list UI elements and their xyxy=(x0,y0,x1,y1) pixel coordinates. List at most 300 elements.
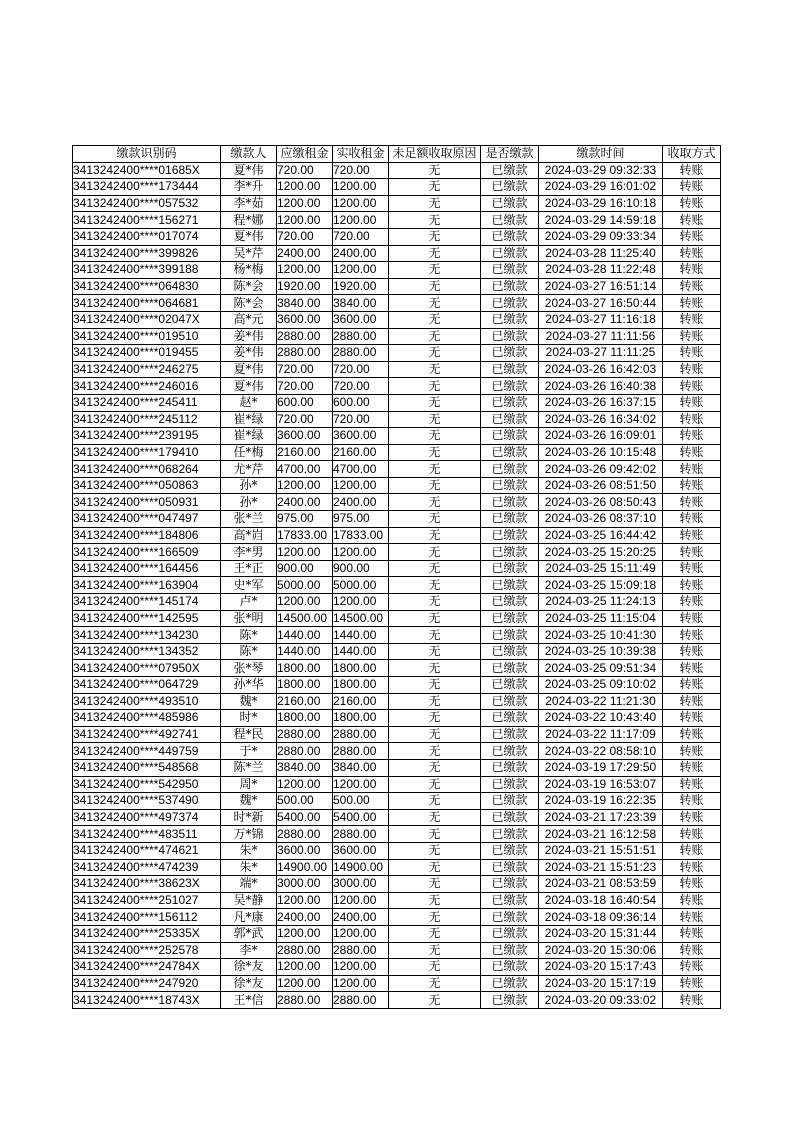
paid-status-cell: 已缴款 xyxy=(481,295,539,312)
payment-method-cell: 转账 xyxy=(663,660,721,677)
rent-due-cell: 720.00 xyxy=(277,228,333,245)
shortfall-reason-cell: 无 xyxy=(389,444,481,461)
table-body xyxy=(73,162,721,1008)
rent-received-cell: 2880.00 xyxy=(333,726,389,743)
payment-code-cell: 3413242400****07950X xyxy=(73,660,221,677)
payer-cell: 万*锦 xyxy=(221,826,277,843)
rent-received-cell: 5400.00 xyxy=(333,809,389,826)
payment-time-cell: 2024-03-25 16:44:42 xyxy=(539,527,663,544)
rent-received-cell: 1920.00 xyxy=(333,278,389,295)
payer-cell: 崔*绿 xyxy=(221,428,277,445)
rent-received-cell: 2400.00 xyxy=(333,245,389,262)
paid-status-cell: 已缴款 xyxy=(481,726,539,743)
rent-due-cell: 1200.00 xyxy=(277,212,333,229)
payment-method-cell: 转账 xyxy=(663,527,721,544)
paid-status-cell: 已缴款 xyxy=(481,278,539,295)
payment-method-cell: 转账 xyxy=(663,627,721,644)
payment-time-cell: 2024-03-26 16:42:03 xyxy=(539,361,663,378)
rent-due-cell: 500.00 xyxy=(277,793,333,810)
table-row xyxy=(73,876,721,893)
table-row xyxy=(73,660,721,677)
payment-time-cell: 2024-03-25 10:39:38 xyxy=(539,643,663,660)
payment-code-cell: 3413242400****38623X xyxy=(73,876,221,893)
rent-received-cell: 3840.00 xyxy=(333,759,389,776)
payment-time-cell: 2024-03-27 16:51:14 xyxy=(539,278,663,295)
rent-received-cell: 1800.00 xyxy=(333,710,389,727)
rent-received-cell: 1800.00 xyxy=(333,677,389,694)
rent-due-cell: 2880.00 xyxy=(277,345,333,362)
table-row xyxy=(73,959,721,976)
paid-status-cell: 已缴款 xyxy=(481,743,539,760)
rent-due-cell: 3600.00 xyxy=(277,428,333,445)
shortfall-reason-cell: 无 xyxy=(389,610,481,627)
payment-time-cell: 2024-03-29 09:32:33 xyxy=(539,162,663,179)
paid-status-cell: 已缴款 xyxy=(481,793,539,810)
payer-cell: 郭*武 xyxy=(221,925,277,942)
payment-code-cell: 3413242400****493510 xyxy=(73,693,221,710)
rent-received-cell: 1200.00 xyxy=(333,594,389,611)
paid-status-cell: 已缴款 xyxy=(481,162,539,179)
rent-due-cell: 900.00 xyxy=(277,560,333,577)
payer-cell: 陈*会 xyxy=(221,278,277,295)
rent-received-cell: 720.00 xyxy=(333,162,389,179)
payment-code-cell: 3413242400****246016 xyxy=(73,378,221,395)
payment-code-cell: 3413242400****474621 xyxy=(73,842,221,859)
table-row xyxy=(73,560,721,577)
shortfall-reason-cell: 无 xyxy=(389,909,481,926)
payment-code-cell: 3413242400****01685X xyxy=(73,162,221,179)
table-row xyxy=(73,942,721,959)
payment-code-cell: 3413242400****050863 xyxy=(73,477,221,494)
payment-code-cell: 3413242400****02047X xyxy=(73,311,221,328)
payment-time-cell: 2024-03-20 09:33:02 xyxy=(539,992,663,1009)
table-row xyxy=(73,842,721,859)
payer-cell: 吴*芹 xyxy=(221,245,277,262)
payment-time-cell: 2024-03-18 16:40:54 xyxy=(539,892,663,909)
table-row xyxy=(73,461,721,478)
payment-time-cell: 2024-03-25 15:11:49 xyxy=(539,560,663,577)
table-row xyxy=(73,444,721,461)
rent-due-cell: 1200.00 xyxy=(277,892,333,909)
payer-cell: 朱* xyxy=(221,842,277,859)
payer-cell: 陈* xyxy=(221,643,277,660)
paid-status-cell: 已缴款 xyxy=(481,809,539,826)
table-row xyxy=(73,925,721,942)
payment-method-cell: 转账 xyxy=(663,411,721,428)
payment-code-cell: 3413242400****068264 xyxy=(73,461,221,478)
rent-due-cell: 2880.00 xyxy=(277,726,333,743)
rent-received-cell: 1440.00 xyxy=(333,643,389,660)
table-row xyxy=(73,610,721,627)
paid-status-cell: 已缴款 xyxy=(481,345,539,362)
paid-status-cell: 已缴款 xyxy=(481,328,539,345)
payment-time-cell: 2024-03-22 11:21:30 xyxy=(539,693,663,710)
payment-code-cell: 3413242400****047497 xyxy=(73,511,221,528)
rent-due-cell: 3600.00 xyxy=(277,842,333,859)
payer-cell: 任*梅 xyxy=(221,444,277,461)
paid-status-cell: 已缴款 xyxy=(481,195,539,212)
payment-method-cell: 转账 xyxy=(663,328,721,345)
rent-due-cell: 3000.00 xyxy=(277,876,333,893)
payment-method-cell: 转账 xyxy=(663,759,721,776)
shortfall-reason-cell: 无 xyxy=(389,959,481,976)
payment-method-cell: 转账 xyxy=(663,859,721,876)
paid-status-cell: 已缴款 xyxy=(481,428,539,445)
table-row xyxy=(73,710,721,727)
rent-due-cell: 1200.00 xyxy=(277,975,333,992)
payment-code-cell: 3413242400****166509 xyxy=(73,544,221,561)
table-row xyxy=(73,511,721,528)
table-row xyxy=(73,909,721,926)
rent-due-cell: 1200.00 xyxy=(277,776,333,793)
shortfall-reason-cell: 无 xyxy=(389,560,481,577)
payment-code-cell: 3413242400****142595 xyxy=(73,610,221,627)
rent-received-cell: 4700.00 xyxy=(333,461,389,478)
rent-due-cell: 1200.00 xyxy=(277,477,333,494)
payment-time-cell: 2024-03-26 16:40:38 xyxy=(539,378,663,395)
payment-time-cell: 2024-03-26 08:37:10 xyxy=(539,511,663,528)
rent-received-cell: 3840.00 xyxy=(333,295,389,312)
paid-status-cell: 已缴款 xyxy=(481,693,539,710)
table-row xyxy=(73,411,721,428)
payment-method-cell: 转账 xyxy=(663,212,721,229)
payment-code-cell: 3413242400****050931 xyxy=(73,494,221,511)
table-row xyxy=(73,643,721,660)
payment-method-cell: 转账 xyxy=(663,477,721,494)
paid-status-cell: 已缴款 xyxy=(481,511,539,528)
payer-cell: 陈*会 xyxy=(221,295,277,312)
rent-due-cell: 1200.00 xyxy=(277,594,333,611)
payment-code-cell: 3413242400****497374 xyxy=(73,809,221,826)
shortfall-reason-cell: 无 xyxy=(389,179,481,196)
payment-method-cell: 转账 xyxy=(663,295,721,312)
payment-method-cell: 转账 xyxy=(663,610,721,627)
payment-code-cell: 3413242400****474239 xyxy=(73,859,221,876)
payer-cell: 孙* xyxy=(221,477,277,494)
payer-cell: 程*民 xyxy=(221,726,277,743)
payment-time-cell: 2024-03-29 09:33:34 xyxy=(539,228,663,245)
paid-status-cell: 已缴款 xyxy=(481,477,539,494)
table-row xyxy=(73,245,721,262)
table-row xyxy=(73,345,721,362)
shortfall-reason-cell: 无 xyxy=(389,511,481,528)
table-row xyxy=(73,378,721,395)
table-row xyxy=(73,809,721,826)
payer-cell: 崔*绿 xyxy=(221,411,277,428)
paid-status-cell: 已缴款 xyxy=(481,959,539,976)
paid-status-cell: 已缴款 xyxy=(481,942,539,959)
table-row xyxy=(73,826,721,843)
paid-status-cell: 已缴款 xyxy=(481,909,539,926)
shortfall-reason-cell: 无 xyxy=(389,361,481,378)
payment-time-cell: 2024-03-26 08:51:50 xyxy=(539,477,663,494)
payment-method-cell: 转账 xyxy=(663,428,721,445)
payment-method-cell: 转账 xyxy=(663,577,721,594)
rent-payment-table xyxy=(72,145,721,1009)
table-row xyxy=(73,328,721,345)
table-row xyxy=(73,179,721,196)
paid-status-cell: 已缴款 xyxy=(481,859,539,876)
payment-time-cell: 2024-03-25 11:24:13 xyxy=(539,594,663,611)
rent-received-cell: 720.00 xyxy=(333,378,389,395)
payment-code-cell: 3413242400****399188 xyxy=(73,262,221,279)
rent-received-cell: 3000.00 xyxy=(333,876,389,893)
table-row xyxy=(73,527,721,544)
payer-cell: 时* xyxy=(221,710,277,727)
payment-time-cell: 2024-03-28 11:22:48 xyxy=(539,262,663,279)
paid-status-cell: 已缴款 xyxy=(481,527,539,544)
payer-cell: 卢* xyxy=(221,594,277,611)
payment-code-cell: 3413242400****537490 xyxy=(73,793,221,810)
payment-code-cell: 3413242400****25335X xyxy=(73,925,221,942)
payment-time-cell: 2024-03-26 09:42:02 xyxy=(539,461,663,478)
payment-code-cell: 3413242400****173444 xyxy=(73,179,221,196)
rent-due-cell: 4700.00 xyxy=(277,461,333,478)
shortfall-reason-cell: 无 xyxy=(389,594,481,611)
rent-received-cell: 2400.00 xyxy=(333,494,389,511)
shortfall-reason-cell: 无 xyxy=(389,378,481,395)
payment-code-cell: 3413242400****24784X xyxy=(73,959,221,976)
payer-cell: 李* xyxy=(221,942,277,959)
payment-code-cell: 3413242400****247920 xyxy=(73,975,221,992)
paid-status-cell: 已缴款 xyxy=(481,461,539,478)
rent-received-cell: 2880.00 xyxy=(333,743,389,760)
paid-status-cell: 已缴款 xyxy=(481,560,539,577)
shortfall-reason-cell: 无 xyxy=(389,759,481,776)
payment-time-cell: 2024-03-18 09:36:14 xyxy=(539,909,663,926)
payer-cell: 夏*伟 xyxy=(221,361,277,378)
payment-method-cell: 转账 xyxy=(663,560,721,577)
table-row xyxy=(73,278,721,295)
payment-time-cell: 2024-03-25 11:15:04 xyxy=(539,610,663,627)
rent-received-cell: 3600.00 xyxy=(333,842,389,859)
rent-received-cell: 1200.00 xyxy=(333,892,389,909)
payment-code-cell: 3413242400****156112 xyxy=(73,909,221,926)
rent-received-cell: 5000.00 xyxy=(333,577,389,594)
payment-time-cell: 2024-03-20 15:17:19 xyxy=(539,975,663,992)
rent-due-cell: 3840.00 xyxy=(277,295,333,312)
payment-code-cell: 3413242400****18743X xyxy=(73,992,221,1009)
rent-due-cell: 2880.00 xyxy=(277,826,333,843)
payment-method-cell: 转账 xyxy=(663,892,721,909)
shortfall-reason-cell: 无 xyxy=(389,776,481,793)
payment-time-cell: 2024-03-21 15:51:23 xyxy=(539,859,663,876)
rent-due-cell: 5400.00 xyxy=(277,809,333,826)
payment-method-cell: 转账 xyxy=(663,361,721,378)
rent-received-cell: 1200.00 xyxy=(333,544,389,561)
paid-status-cell: 已缴款 xyxy=(481,179,539,196)
header-payment-method: 收取方式 xyxy=(663,146,721,163)
rent-due-cell: 17833.00 xyxy=(277,527,333,544)
payment-method-cell: 转账 xyxy=(663,378,721,395)
payment-method-cell: 转账 xyxy=(663,925,721,942)
shortfall-reason-cell: 无 xyxy=(389,627,481,644)
rent-due-cell: 14900.00 xyxy=(277,859,333,876)
payment-method-cell: 转账 xyxy=(663,876,721,893)
rent-due-cell: 975.00 xyxy=(277,511,333,528)
shortfall-reason-cell: 无 xyxy=(389,411,481,428)
payer-cell: 吴*静 xyxy=(221,892,277,909)
shortfall-reason-cell: 无 xyxy=(389,726,481,743)
rent-received-cell: 2880.00 xyxy=(333,992,389,1009)
shortfall-reason-cell: 无 xyxy=(389,677,481,694)
rent-due-cell: 1200.00 xyxy=(277,544,333,561)
payment-method-cell: 转账 xyxy=(663,677,721,694)
rent-due-cell: 2880.00 xyxy=(277,328,333,345)
payment-code-cell: 3413242400****245411 xyxy=(73,394,221,411)
payer-cell: 陈* xyxy=(221,627,277,644)
payer-cell: 张*明 xyxy=(221,610,277,627)
payment-time-cell: 2024-03-21 08:53:59 xyxy=(539,876,663,893)
payer-cell: 孙* xyxy=(221,494,277,511)
payment-time-cell: 2024-03-29 14:59:18 xyxy=(539,212,663,229)
shortfall-reason-cell: 无 xyxy=(389,262,481,279)
rent-received-cell: 1800.00 xyxy=(333,660,389,677)
payment-code-cell: 3413242400****164456 xyxy=(73,560,221,577)
rent-due-cell: 720.00 xyxy=(277,162,333,179)
payer-cell: 孙*华 xyxy=(221,677,277,694)
paid-status-cell: 已缴款 xyxy=(481,494,539,511)
payment-code-cell: 3413242400****064681 xyxy=(73,295,221,312)
shortfall-reason-cell: 无 xyxy=(389,693,481,710)
paid-status-cell: 已缴款 xyxy=(481,992,539,1009)
payment-time-cell: 2024-03-26 16:09:01 xyxy=(539,428,663,445)
payment-method-cell: 转账 xyxy=(663,228,721,245)
shortfall-reason-cell: 无 xyxy=(389,311,481,328)
rent-received-cell: 2400.00 xyxy=(333,909,389,926)
paid-status-cell: 已缴款 xyxy=(481,643,539,660)
payer-cell: 徐*友 xyxy=(221,975,277,992)
paid-status-cell: 已缴款 xyxy=(481,776,539,793)
payer-cell: 姜*伟 xyxy=(221,328,277,345)
table-row xyxy=(73,726,721,743)
payer-cell: 高*岿 xyxy=(221,527,277,544)
table-row xyxy=(73,394,721,411)
payer-cell: 周* xyxy=(221,776,277,793)
payment-code-cell: 3413242400****399826 xyxy=(73,245,221,262)
rent-received-cell: 17833.00 xyxy=(333,527,389,544)
payment-time-cell: 2024-03-21 15:51:51 xyxy=(539,842,663,859)
payment-code-cell: 3413242400****492741 xyxy=(73,726,221,743)
shortfall-reason-cell: 无 xyxy=(389,793,481,810)
shortfall-reason-cell: 无 xyxy=(389,278,481,295)
table-row xyxy=(73,793,721,810)
payment-time-cell: 2024-03-26 08:50:43 xyxy=(539,494,663,511)
payment-code-cell: 3413242400****184806 xyxy=(73,527,221,544)
table-row xyxy=(73,577,721,594)
rent-received-cell: 2160.00 xyxy=(333,693,389,710)
header-payer: 缴款人 xyxy=(221,146,277,163)
rent-due-cell: 1200.00 xyxy=(277,925,333,942)
payer-cell: 陈*兰 xyxy=(221,759,277,776)
table-row xyxy=(73,627,721,644)
payment-time-cell: 2024-03-27 11:11:56 xyxy=(539,328,663,345)
payment-method-cell: 转账 xyxy=(663,345,721,362)
shortfall-reason-cell: 无 xyxy=(389,975,481,992)
payment-code-cell: 3413242400****064830 xyxy=(73,278,221,295)
payment-method-cell: 转账 xyxy=(663,311,721,328)
table-header xyxy=(73,146,721,163)
shortfall-reason-cell: 无 xyxy=(389,527,481,544)
rent-due-cell: 2400.00 xyxy=(277,494,333,511)
table-row xyxy=(73,311,721,328)
table-row xyxy=(73,892,721,909)
table-row xyxy=(73,776,721,793)
shortfall-reason-cell: 无 xyxy=(389,461,481,478)
payment-code-cell: 3413242400****251027 xyxy=(73,892,221,909)
payment-method-cell: 转账 xyxy=(663,162,721,179)
payment-code-cell: 3413242400****019455 xyxy=(73,345,221,362)
rent-due-cell: 1440.00 xyxy=(277,643,333,660)
payment-method-cell: 转账 xyxy=(663,179,721,196)
shortfall-reason-cell: 无 xyxy=(389,743,481,760)
paid-status-cell: 已缴款 xyxy=(481,577,539,594)
payment-time-cell: 2024-03-25 15:09:18 xyxy=(539,577,663,594)
payer-cell: 魏* xyxy=(221,693,277,710)
table-row xyxy=(73,195,721,212)
paid-status-cell: 已缴款 xyxy=(481,975,539,992)
shortfall-reason-cell: 无 xyxy=(389,925,481,942)
payer-cell: 尤*芹 xyxy=(221,461,277,478)
payment-time-cell: 2024-03-26 16:34:02 xyxy=(539,411,663,428)
payment-code-cell: 3413242400****542950 xyxy=(73,776,221,793)
shortfall-reason-cell: 无 xyxy=(389,212,481,229)
rent-received-cell: 900.00 xyxy=(333,560,389,577)
payer-cell: 张*兰 xyxy=(221,511,277,528)
table-row xyxy=(73,262,721,279)
shortfall-reason-cell: 无 xyxy=(389,842,481,859)
payment-time-cell: 2024-03-25 09:10:02 xyxy=(539,677,663,694)
rent-due-cell: 720.00 xyxy=(277,361,333,378)
payment-code-cell: 3413242400****179410 xyxy=(73,444,221,461)
rent-due-cell: 2160.00 xyxy=(277,693,333,710)
paid-status-cell: 已缴款 xyxy=(481,262,539,279)
payer-cell: 李*茹 xyxy=(221,195,277,212)
payer-cell: 高*元 xyxy=(221,311,277,328)
payment-method-cell: 转账 xyxy=(663,726,721,743)
header-payment-code: 缴款识别码 xyxy=(73,146,221,163)
payment-method-cell: 转账 xyxy=(663,394,721,411)
rent-received-cell: 3600.00 xyxy=(333,311,389,328)
paid-status-cell: 已缴款 xyxy=(481,444,539,461)
shortfall-reason-cell: 无 xyxy=(389,245,481,262)
paid-status-cell: 已缴款 xyxy=(481,759,539,776)
payer-cell: 夏*伟 xyxy=(221,228,277,245)
payment-method-cell: 转账 xyxy=(663,975,721,992)
payment-time-cell: 2024-03-22 08:58:10 xyxy=(539,743,663,760)
rent-due-cell: 2880.00 xyxy=(277,942,333,959)
payment-code-cell: 3413242400****145174 xyxy=(73,594,221,611)
rent-received-cell: 1200.00 xyxy=(333,776,389,793)
paid-status-cell: 已缴款 xyxy=(481,378,539,395)
payment-code-cell: 3413242400****134230 xyxy=(73,627,221,644)
table-row xyxy=(73,759,721,776)
payment-method-cell: 转账 xyxy=(663,776,721,793)
payment-time-cell: 2024-03-19 17:29:50 xyxy=(539,759,663,776)
payer-cell: 李*升 xyxy=(221,179,277,196)
paid-status-cell: 已缴款 xyxy=(481,610,539,627)
payment-method-cell: 转账 xyxy=(663,992,721,1009)
rent-received-cell: 2160.00 xyxy=(333,444,389,461)
paid-status-cell: 已缴款 xyxy=(481,228,539,245)
rent-due-cell: 1200.00 xyxy=(277,179,333,196)
table-row xyxy=(73,992,721,1009)
payer-cell: 凡*康 xyxy=(221,909,277,926)
payment-method-cell: 转账 xyxy=(663,544,721,561)
table-row xyxy=(73,544,721,561)
payment-method-cell: 转账 xyxy=(663,278,721,295)
shortfall-reason-cell: 无 xyxy=(389,710,481,727)
